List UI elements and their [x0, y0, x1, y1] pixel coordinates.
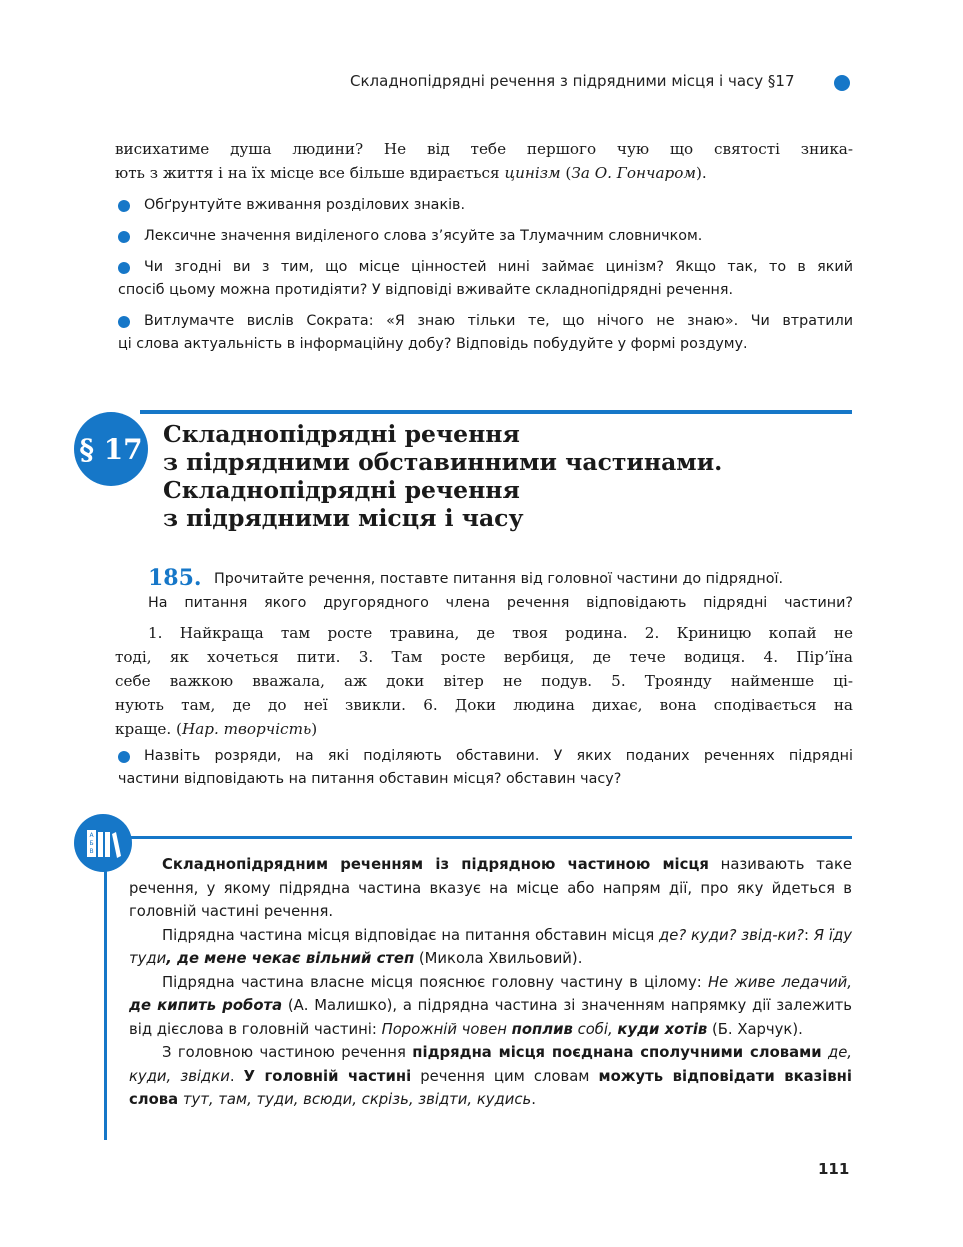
theory-text-part: Підрядна частина місця відповідає на питання обставин місця [162, 926, 660, 944]
exercise-text-part: ) [311, 720, 318, 738]
example-text: Порожній човен [381, 1020, 512, 1038]
example-words: де, куди, звідки [129, 1044, 852, 1085]
exercise-task-line2: На питання якого другорядного члена речення відповідають підрядні частини? [148, 595, 853, 611]
theory-text-part: : [803, 926, 814, 944]
key-phrase: підрядна місця поєднана сполучними словами [412, 1044, 822, 1061]
example-highlight: поплив [511, 1020, 573, 1038]
example-highlight: де кипить робота [129, 997, 283, 1014]
header-dot-icon [834, 75, 850, 91]
theory-text-part: (Микола Хвильовий). [414, 950, 583, 967]
task-text-line1: Витлумачте вислів Сократа: «Я знаю тільки те, що нічого не знаю». Чи втратили [144, 313, 853, 329]
theory-paragraph [129, 1041, 852, 1112]
term-definition: Складнопідрядним реченням із підрядною частиною місця [162, 856, 709, 873]
page-number: 111 [818, 1160, 850, 1178]
task-text-line2: спосіб цьому можна протидіяти? У відповіді вживайте складнопідрядні речення. [118, 282, 734, 298]
books-icon [74, 814, 132, 872]
key-phrase: У головній частині [243, 1067, 412, 1085]
source-citation: Нар. творчість [181, 720, 312, 738]
bullet-icon [118, 751, 130, 763]
book-letter: А [89, 832, 94, 839]
exercise-text-line: тоді, як хочеться пити. 3. Там росте вербиця, де тече водиця. 4. Пір’їна [115, 648, 853, 666]
task-bullet [118, 256, 853, 302]
task-text: Лексичне значення виділеного слова з’ясуйте за Тлумачним словничком. [144, 228, 703, 244]
theory-paragraph [129, 971, 852, 1042]
task-text-line2: частини відповідають на питання обставин місця? обставин часу? [118, 771, 622, 787]
intro-line-1: висихатиме душа людини? Не від тебе першого чую що святості зника- [115, 140, 853, 158]
theory-paragraph [129, 853, 852, 924]
theory-text-part: . [229, 1067, 244, 1085]
books-glyph [84, 826, 122, 860]
example-words: тут, там, туди, всюди, скрізь, звідти, кудись [178, 1091, 532, 1108]
intro-text-part: ). [695, 164, 707, 182]
section-rule [140, 410, 852, 414]
theory-text [129, 853, 852, 1112]
running-header: Складнопідрядні речення з підрядними місця і часу §17 [350, 72, 795, 90]
theory-text-part: (А. Малишко), а підрядна частина зі значенням напрямку дії залежить від дієслова в головній частині: [129, 997, 852, 1038]
example-text: Не живе ледачий, [707, 973, 853, 991]
section-title-line: з підрядними місця і часу [163, 504, 524, 532]
bullet-icon [118, 316, 130, 328]
key-phrase: можуть відповідати вказівні слова [129, 1067, 852, 1108]
task-text-line1: Чи згодні ви з тим, що місце цінностей нині займає цинізм? Якщо так, то в який [144, 259, 853, 275]
intro-text-part: ють з життя і на їх місце все більше вдирається [115, 164, 505, 182]
section-title-line: з підрядними обставинними частинами. [163, 448, 723, 476]
task-bullet [118, 310, 853, 356]
theory-side-rule [104, 860, 107, 1140]
exercise-text-line [115, 717, 853, 741]
task-text-line2: ці слова актуальність в інформаційну добу? Відповідь побудуйте у формі роздуму. [118, 336, 748, 352]
exercise-bullet [118, 745, 853, 791]
theory-questions: де? куди? звід-ки? [659, 926, 804, 944]
exercise-text-part: краще. ( [115, 720, 182, 738]
theory-text-part: . [531, 1091, 536, 1108]
example-highlight: куди хотів [617, 1020, 708, 1038]
theory-top-rule [104, 836, 852, 839]
task-text-line1: Назвіть розряди, на які поділяють обставини. У яких поданих реченнях підрядні [144, 748, 853, 764]
section-badge: § 17 [74, 412, 148, 486]
example-text: Я їду туди [129, 926, 852, 967]
section-title-line: Складнопідрядні речення [163, 476, 520, 504]
task-bullet [118, 194, 853, 217]
theory-text-part: (Б. Харчук). [707, 1020, 803, 1038]
theory-text-part: речення цим словам [411, 1067, 599, 1085]
task-bullet [118, 225, 853, 248]
intro-line-2 [115, 161, 853, 185]
bullet-icon [118, 231, 130, 243]
bullet-icon [118, 200, 130, 212]
exercise-text-line: 1. Найкраща там росте травина, де твоя родина. 2. Криницю копай не [148, 624, 853, 642]
theory-text-part: називають таке речення, у якому підрядна частина вказує на місце або напрям дії, про яку йдеться в головній частині речення. [129, 856, 852, 920]
book-letter: В [89, 848, 94, 855]
example-text: собі, [572, 1020, 618, 1038]
bullet-icon [118, 262, 130, 274]
highlighted-word: цинізм [504, 164, 561, 182]
task-text: Обґрунтуйте вживання розділових знаків. [144, 197, 466, 213]
intro-text [115, 137, 853, 185]
theory-text-part: Підрядна частина власне місця пояснює головну частину в цілому: [162, 973, 708, 991]
exercise-text-line: нують там, де до неї звикли. 6. Доки людина дихає, вона сподівається на [115, 696, 853, 714]
section-title [163, 420, 722, 532]
exercise-task-line1: Прочитайте речення, поставте питання від головної частини до підрядної. [214, 571, 783, 587]
theory-paragraph [129, 924, 852, 971]
book-letter: Б [89, 840, 94, 847]
theory-text-part: З головною частиною речення [162, 1044, 413, 1061]
example-highlight: , де мене чекає вільний степ [166, 950, 415, 967]
intro-text-part: ( [560, 164, 572, 182]
exercise-number: 185. [148, 565, 202, 591]
section-title-line: Складнопідрядні речення [163, 420, 520, 448]
source-citation: За О. Гончаром [571, 164, 696, 182]
exercise-text [115, 621, 853, 741]
exercise-text-line: себе важкою вважала, аж доки вітер не подув. 5. Троянду найменше ці- [115, 672, 853, 690]
